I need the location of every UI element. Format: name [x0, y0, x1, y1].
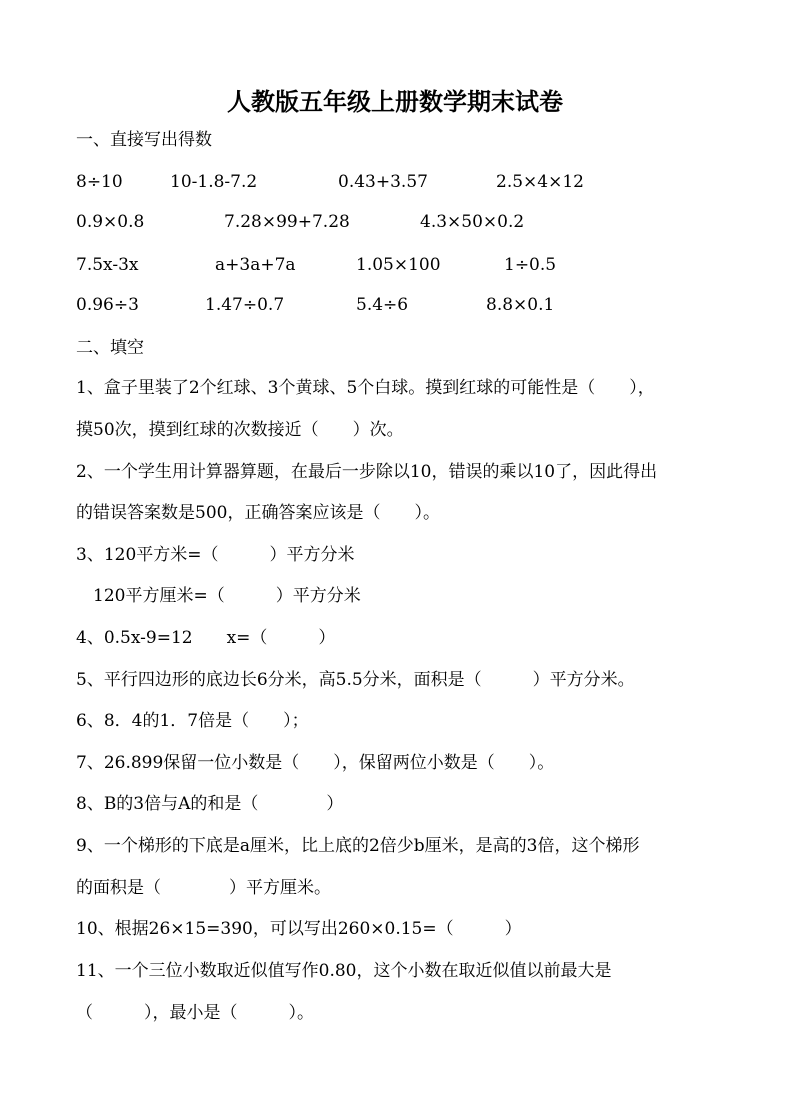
- question-line: 6、8．4的1．7倍是（ ）；: [76, 711, 309, 731]
- question-line: 4、0.5x-9=12 x=（ ）: [76, 628, 336, 648]
- question-line: 9、一个梯形的下底是a厘米，比上底的2倍少b厘米，是高的3倍，这个梯形: [76, 836, 640, 856]
- calc-item: 1÷0.5: [504, 255, 557, 275]
- calc-item: 8÷10: [76, 172, 123, 192]
- calc-item: 4.3×50×0.2: [420, 212, 525, 232]
- calc-row-2: [0, 210, 790, 234]
- question-line: 1、盒子里装了2个红球、3个黄球、5个白球。摸到红球的可能性是（ ），: [76, 378, 655, 398]
- question-line: 的错误答案数是500，正确答案应该是（ ）。: [76, 503, 440, 523]
- question-line: 2、一个学生用计算器算题，在最后一步除以10，错误的乘以10了，因此得出: [76, 462, 658, 482]
- calc-item: 7.5x-3x: [76, 255, 139, 275]
- question-line: 120平方厘米=（ ）平方分米: [76, 586, 361, 606]
- calc-item: 8.8×0.1: [486, 295, 555, 315]
- question-line: （ ），最小是（ ）。: [76, 1003, 314, 1023]
- calc-item: a+3a+7a: [215, 255, 296, 275]
- question-line: 3、120平方米=（ ）平方分米: [76, 545, 355, 565]
- section1-heading: 一、直接写出得数: [76, 130, 212, 150]
- calc-row-1: [0, 170, 790, 194]
- calc-item: 0.43+3.57: [338, 172, 428, 192]
- calc-row-4: [0, 293, 790, 317]
- question-line: 摸50次，摸到红球的次数接近（ ）次。: [76, 420, 404, 440]
- calc-row-3: [0, 253, 790, 277]
- question-line: 10、根据26×15=390，可以写出260×0.15=（ ）: [76, 919, 522, 939]
- section2-heading: 二、填空: [76, 338, 144, 358]
- question-line: 11、一个三位小数取近似值写作0.80，这个小数在取近似值以前最大是: [76, 961, 612, 981]
- page-title: 人教版五年级上册数学期末试卷: [227, 88, 563, 116]
- question-line: 5、平行四边形的底边长6分米，高5.5分米，面积是（ ）平方分米。: [76, 670, 635, 690]
- calc-item: 5.4÷6: [356, 295, 409, 315]
- calc-item: 0.9×0.8: [76, 212, 145, 232]
- calc-item: 0.96÷3: [76, 295, 139, 315]
- calc-item: 10-1.8-7.2: [170, 172, 258, 192]
- calc-item: 1.47÷0.7: [205, 295, 285, 315]
- calc-item: 1.05×100: [356, 255, 441, 275]
- question-line: 7、26.899保留一位小数是（ ），保留两位小数是（ ）。: [76, 753, 555, 773]
- question-line: 的面积是（ ）平方厘米。: [76, 878, 331, 898]
- question-line: 8、B的3倍与A的和是（ ）: [76, 794, 344, 814]
- calc-item: 2.5×4×12: [496, 172, 584, 192]
- calc-item: 7.28×99+7.28: [224, 212, 350, 232]
